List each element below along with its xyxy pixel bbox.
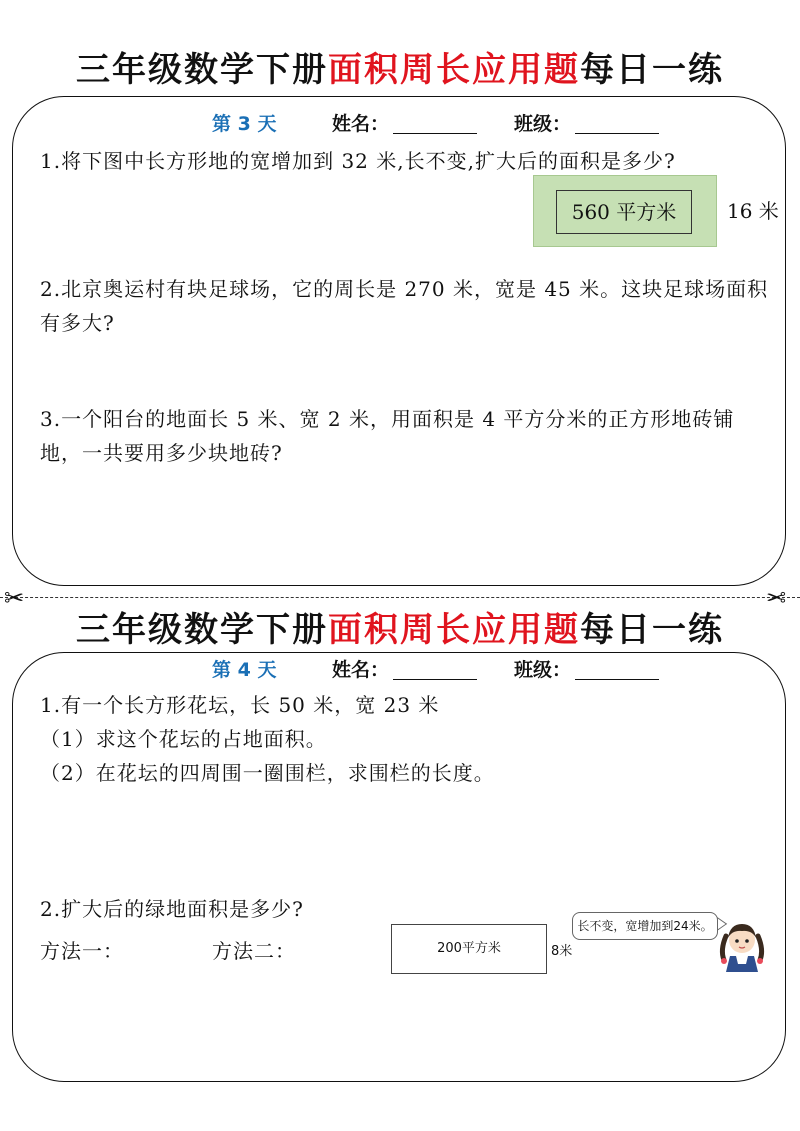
sheet-title-bottom (0, 608, 800, 652)
day4-name-field[interactable] (332, 658, 477, 682)
title-highlight: 面积周长应用题 (328, 50, 580, 90)
day3-question-2: 2.北京奥运村有块足球场，它的周长是 270 米，宽是 45 米。这块足球场面积有多大? (40, 277, 769, 335)
girl-illustration (716, 916, 768, 972)
day3-day-label: 第 3 天 (212, 113, 277, 135)
title-suffix: 每日一练 (580, 50, 724, 90)
day4-class-blank[interactable] (575, 659, 659, 680)
day3-name-label: 姓名： (332, 113, 390, 135)
day4-name-label: 姓名： (332, 659, 390, 681)
day4-question-1: 1.有一个长方形花坛，长 50 米，宽 23 米 (40, 693, 440, 717)
scissors-icon: ✂ (766, 584, 787, 612)
speech-bubble: 长不变，宽增加到24米。 (572, 912, 718, 940)
day3-question-3: 3.一个阳台的地面长 5 米、宽 2 米，用面积是 4 平方分米的正方形地砖铺地，一共要用多少块地砖? (40, 407, 735, 465)
scissors-icon: ✂ (4, 584, 25, 612)
day3-name-field[interactable] (332, 112, 477, 136)
day3-name-blank[interactable] (393, 113, 477, 134)
day4-q2-side-label: 8米 (551, 944, 573, 959)
cut-line (0, 597, 800, 598)
day4-name-blank[interactable] (393, 659, 477, 680)
title-prefix: 三年级数学下册 (76, 50, 328, 90)
day4-question-2: 2.扩大后的绿地面积是多少? (40, 897, 304, 921)
day4-question-1b: （2）在花坛的四周围一圈围栏，求围栏的长度。 (40, 761, 495, 785)
day4-header (212, 658, 276, 682)
day4-day-label: 第 4 天 (212, 659, 277, 681)
day4-method-2: 方法二： (212, 939, 296, 963)
day3-header (212, 112, 276, 136)
day3-class-label: 班级： (514, 113, 572, 135)
day4-class-field[interactable] (514, 658, 659, 682)
day4-class-label: 班级： (514, 659, 572, 681)
title-suffix: 每日一练 (580, 610, 724, 650)
title-highlight: 面积周长应用题 (328, 610, 580, 650)
day3-question-1: 1.将下图中长方形地的宽增加到 32 米,长不变,扩大后的面积是多少? (40, 149, 676, 173)
day4-method-1: 方法一： (40, 939, 124, 963)
day4-q2-area-label: 200平方米 (437, 941, 501, 956)
day3-q1-side-label: 16 米 (727, 199, 779, 223)
day4-q2-rectangle (391, 924, 547, 974)
sheet-title-top (0, 48, 800, 92)
day3-q1-green-rectangle (533, 175, 717, 247)
day3-q1-area-label: 560 平方米 (556, 190, 692, 234)
day3-class-blank[interactable] (575, 113, 659, 134)
day3-class-field[interactable] (514, 112, 659, 136)
day4-question-1a: （1）求这个花坛的占地面积。 (40, 727, 327, 751)
title-prefix: 三年级数学下册 (76, 610, 328, 650)
